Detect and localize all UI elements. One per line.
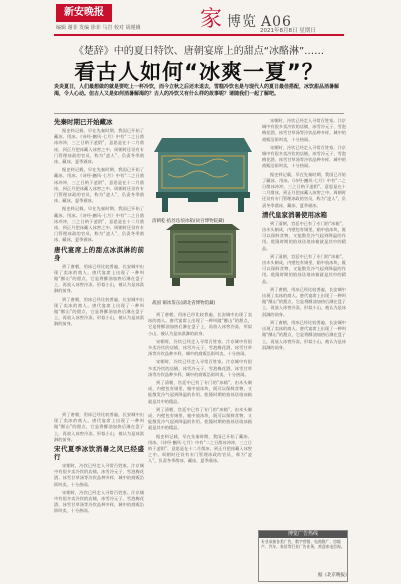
- section-text: 宋朝时，冷饮已经走入寻常百姓家。汴京城中有很多卖冷饮的店铺，冰雪冷元子、雪泡梅花酒、冰雪甘草汤等冷饮品种多样，城中的商贩沿街叫卖，十分热闹。: [54, 489, 144, 514]
- section-text: 到了清朝，宫廷中已有了专门的“冰箱”，由木头制成，内壁包有锡里，箱中放冰块，既可以保鲜食物，又能散发冷气起到降温的作用。乾隆时期的掐丝珐琅冰箱就是其中的精品。: [148, 406, 252, 431]
- article-kicker: 《楚辞》中的夏日特饮、唐朝宴席上的甜点“冰酪淋”……: [73, 46, 325, 57]
- caption-top: 清朝乾·掐丝珐琅冰箱(故宫博物院藏): [152, 219, 225, 224]
- section-text: 据史料记载，早在先秦时期，我国已开始了藏冰、用冰。《诗经·豳风·七月》中有“二之日凿冰冲冲，三之日纳于凌阴”，意思是在十二月凿冰，到正月把冰藏入冰窖之中。周朝时还设有专门管理冰政的官员，称为“凌人”，负责冬季凿冰、藏冰，夏季颁冰。: [54, 128, 144, 165]
- section-text: 到了唐朝，用冰已经比较普遍，长安城中出现了卖冰的商人。唐代宴席上出现了一种叫做“酥山”的甜点，它是将酥油加热后淋在盘子上，再放入冰窖冷冻，形似小山，被认为是冰淇淋的前身。: [54, 412, 144, 442]
- newspaper-logo: 新安晚报: [56, 4, 112, 22]
- article-headline: 看古人如何“冰爽一夏”？: [74, 60, 324, 84]
- section-heading: 唐代宴席上的甜点冰淇淋的前身: [54, 245, 144, 262]
- editor-credits: 编辑 谢菲 发编 徐菲 马岩 校对 胡瑾娥: [56, 25, 141, 31]
- section-text: 到了清朝，宫廷中已有了专门的“冰箱”，由木头制成，内壁包有锡里，箱中放冰块，既可以保鲜食物，又能散发冷气起到降温的作用。乾隆时期的掐丝珐琅冰箱就是其中的精品。: [148, 380, 252, 404]
- page-number: A06: [261, 14, 292, 30]
- section-text: 到了唐朝，用冰已经比较普遍，长安城中出现了卖冰的商人。唐代宴席上出现了一种叫做“酥山”的甜点，它是将酥油加热后淋在盘子上，再放入冰窖冷冻，形似小山，被认为是冰淇淋的前身。: [54, 263, 144, 294]
- section-text: 宋朝时，冷饮已经走入寻常百姓家。汴京城中有很多卖冷饮的店铺，冰雪冷元子、雪泡梅花酒、冰雪甘草汤等冷饮品种多样，城中的商贩沿街叫卖，十分热闹。: [262, 118, 346, 142]
- section-text: 到了清朝，宫廷中已有了专门的“冰箱”，由木头制成，内壁包有锡里，箱中放冰块，既可以保鲜食物，又能散发冷气起到降温的作用。乾隆时期的掐丝珐琅冰箱就是其中的精品。: [262, 253, 346, 284]
- article-lede: 炎炎夏日，人们最想做的就是要吃上一杯冷饮，而今立秋之后还未退去，雪糕冷饮也是与现代人的夏日最佳搭配，冰饮甜品消暑解渴，令人心动。但古人又是如何消暑解渴的？古人的冷饮又有什么样的故事呢？请随我们一起了解吧。: [54, 84, 340, 97]
- section-text: 到了清朝，宫廷中已有了专门的“冰箱”，由木头制成，内壁包有锡里，箱中放冰块，既可以保鲜食物，又能散发冷气起到降温的作用。乾隆时期的掐丝珐琅冰箱就是其中的精品。: [262, 220, 346, 251]
- section-label: 家: [200, 7, 224, 32]
- section-text: 宋朝时，冷饮已经走入寻常百姓家。汴京城中有很多卖冷饮的店铺，冰雪冷元子、雪泡梅花酒、冰雪甘草汤等冷饮品种多样，城中的商贩沿街叫卖，十分热闹。: [262, 144, 346, 169]
- section-text: 宋朝时，冷饮已经走入寻常百姓家。汴京城中有很多卖冷饮的店铺，冰雪冷元子、雪泡梅花酒、冰雪甘草汤等冷饮品种多样，城中的商贩沿街叫卖，十分热闹。: [148, 338, 252, 357]
- section-name: 博览: [227, 14, 258, 30]
- section-text: 到了唐朝，用冰已经比较普遍，长安城中出现了卖冰的商人。唐代宴席上出现了一种叫做“酥山”的甜点，它是将酥油加热后淋在盘子上，再放入冰窖冷冻，形似小山，被认为是冰淇淋的前身。: [262, 319, 346, 350]
- caption-bottom: 战国 铜冰鉴缶(湖北省博物馆藏): [152, 301, 216, 306]
- bronze-jian-image: [166, 224, 240, 286]
- lede-divider: [54, 113, 344, 114]
- section-text: 据史料记载，早在先秦时期，我国已开始了藏冰、用冰。《诗经·豳风·七月》中有“二之日凿冰冲冲，三之日纳于凌阴”，意思是在十二月凿冰，到正月把冰藏入冰窖之中。周朝时还设有专门管理冰政的官员，称为“凌人”，负责冬季凿冰、藏冰，夏季颁冰。: [148, 433, 252, 464]
- column-right: [262, 118, 346, 528]
- ad-box-title: 博览广告热线: [259, 531, 347, 538]
- section-text: 据史料记载，早在先秦时期，我国已开始了藏冰、用冰。《诗经·豳风·七月》中有“二之日凿冰冲冲，三之日纳于凌阴”，意思是在十二月凿冰，到正月把冰藏入冰窖之中。周朝时还设有专门管理冰政的官员，称为“凌人”，负责冬季凿冰、藏冰，夏季颁冰。: [54, 206, 144, 243]
- section-text: 宋朝时，冷饮已经走入寻常百姓家。汴京城中有很多卖冷饮的店铺，冰雪冷元子、雪泡梅花酒、冰雪甘草汤等冷饮品种多样，城中的商贩沿街叫卖，十分热闹。: [54, 463, 144, 487]
- section-heading: 宋代夏季冰饮消暑之风已经盛行: [54, 445, 144, 462]
- section-text: 到了唐朝，用冰已经比较普遍，长安城中出现了卖冰的商人。唐代宴席上出现了一种叫做“酥山”的甜点，它是将酥油加热后淋在盘子上，再放入冰窖冷冻，形似小山，被认为是冰淇淋的前身。: [54, 296, 144, 327]
- section-heading: 清代皇家消暑使用冰箱: [262, 210, 327, 219]
- dateline: 2021年8月8日 星期日: [260, 28, 316, 34]
- section-text: 据史料记载，早在先秦时期，我国已开始了藏冰、用冰。《诗经·豳风·七月》中有“二之日凿冰冲冲，三之日纳于凌阴”，意思是在十二月凿冰，到正月把冰藏入冰窖之中。周朝时还设有专门管理冰政的官员，称为“凌人”，负责冬季凿冰、藏冰，夏季颁冰。: [262, 171, 346, 208]
- header-rule: [54, 34, 344, 36]
- column-middle: [148, 312, 252, 580]
- section-text: 据史料记载，早在先秦时期，我国已开始了藏冰、用冰。《诗经·豳风·七月》中有“二之日凿冰冲冲，三之日纳于凌阴”，意思是在十二月凿冰，到正月把冰藏入冰窖之中。周朝时还设有专门管理冰政的官员，称为“凌人”，负责冬季凿冰、藏冰，夏季颁冰。: [54, 167, 144, 204]
- section-text: 到了唐朝，用冰已经比较普遍，长安城中出现了卖冰的商人。唐代宴席上出现了一种叫做“酥山”的甜点，它是将酥油加热后淋在盘子上，再放入冰窖冷冻，形似小山，被认为是冰淇淋的前身。: [262, 286, 346, 317]
- masthead: [0, 0, 401, 36]
- article-byline: 据《北京晚报》: [318, 573, 350, 578]
- column-left-lower: [54, 412, 144, 580]
- ad-box-text: 专业承接各类广告，数字营销、电商推广、房地产、汽车、家居等行业广告业务，欢迎来电咨询。: [261, 539, 345, 549]
- artifact-photos: [148, 118, 258, 298]
- section-text: 到了唐朝，用冰已经比较普遍，长安城中出现了卖冰的商人。唐代宴席上出现了一种叫做“酥山”的甜点，它是将酥油加热后淋在盘子上，再放入冰窖冷冻，形似小山，被认为是冰淇淋的前身。: [148, 312, 252, 336]
- column-left: [54, 118, 144, 408]
- section-heading: 先秦时期已开始藏冰: [54, 118, 113, 126]
- section-text: 宋朝时，冷饮已经走入寻常百姓家。汴京城中有很多卖冷饮的店铺，冰雪冷元子、雪泡梅花酒、冰雪甘草汤等冷饮品种多样，城中的商贩沿街叫卖，十分热闹。: [148, 359, 252, 377]
